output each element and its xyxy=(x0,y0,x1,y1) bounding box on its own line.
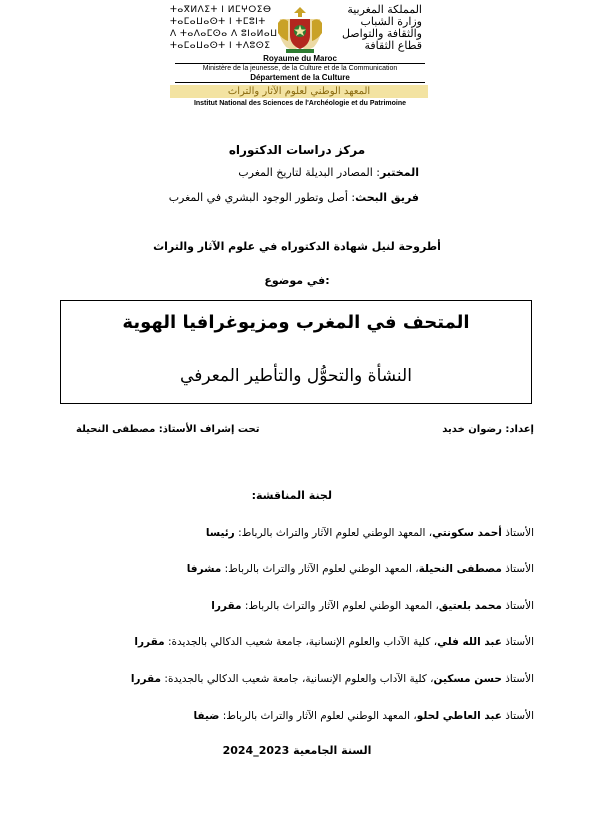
thesis-purpose: أطروحة لنيل شهادة الدكتوراه في علوم الآثار والتراث xyxy=(153,240,441,253)
tifinagh-line: ⴷ ⵜⴰⴷⴰⵎⵙⴰ ⴷ ⵓⵏⴰⵍⴰⵡ xyxy=(170,29,278,39)
academic-year: السنة الجامعية 2023_2024 xyxy=(222,744,372,757)
committee-member: الأستاذ حسن مسكين، كلية الآداب والعلوم الإنسانية، جامعة شعيب الدكالي بالجديدة: مقررا xyxy=(130,673,534,685)
arabic-header-line: المملكة المغربية xyxy=(347,3,422,16)
member-name: عبد العاطي لحلو xyxy=(416,710,502,722)
committee-member: الأستاذ مصطفى النحيلة، المعهد الوطني لعلوم الآثار والتراث بالرباط: مشرفا xyxy=(186,563,534,575)
department-label: Département de la Culture xyxy=(250,73,350,82)
supervisor: تحت إشراف الأستاذ: مصطفى النحيلة xyxy=(76,424,260,435)
team-label: فريق البحث xyxy=(355,191,419,204)
ministry-label: Ministère de la jeunesse, de la Culture et de la Communication xyxy=(202,65,398,72)
member-name: حسن مسكين xyxy=(433,673,502,685)
institute-name-french: Institut National des Sciences de l'Archéologie et du Patrimoine xyxy=(193,100,407,107)
member-name: محمد بلعتيق xyxy=(438,600,502,612)
header-divider xyxy=(175,82,425,83)
tifinagh-line: ⵜⴰⴳⵍⴷⵉⵜ ⵏ ⵍⵎⵖⵔⵉⴱ xyxy=(170,5,272,15)
header-divider xyxy=(175,63,425,64)
arabic-header-line: قطاع الثقافة xyxy=(364,39,422,52)
member-name: مصطفى النحيلة xyxy=(418,563,502,575)
committee-member: الأستاذ أحمد سكونتي، المعهد الوطني لعلوم الآثار والتراث بالرباط: رئيسا xyxy=(205,527,534,539)
team-value: : أصل وتطور الوجود البشري في المغرب xyxy=(168,191,356,204)
member-role: مقررا xyxy=(130,673,162,685)
arabic-header xyxy=(322,4,422,52)
subject-label: في موضوع: xyxy=(264,274,330,287)
lab-line xyxy=(238,166,419,179)
institute-name-arabic: المعهد الوطني لعلوم الآثار والتراث xyxy=(227,86,371,97)
committee-member: الأستاذ عبد الله فلي، كلية الآداب والعلوم الإنسانية، جامعة شعيب الدكالي بالجديدة: مقررا xyxy=(134,636,534,648)
kingdom-label: Royaume du Maroc xyxy=(263,54,337,63)
thesis-title: المتحف في المغرب ومزيوغرافيا الهوية xyxy=(122,312,470,333)
tifinagh-line: ⵜⴰⵎⴰⵡⴰⵙⵜ ⵏ ⵜⴷⵓⵙⵉ xyxy=(170,41,271,51)
thesis-subtitle: النشأة والتحوُّل والتأطير المعرفي xyxy=(180,366,412,386)
doctoral-center-title: مركز دراسات الدكتوراه xyxy=(228,143,366,157)
member-role: مقررا xyxy=(134,636,165,648)
royal-emblem-icon xyxy=(272,5,328,55)
committee-heading: لجنة المناقشة: xyxy=(251,489,332,502)
committee-member: الأستاذ عبد العاطي لحلو، المعهد الوطني لعلوم الآثار والتراث بالرباط: ضيفا xyxy=(193,710,534,722)
committee-member: الأستاذ محمد بلعتيق، المعهد الوطني لعلوم الآثار والتراث بالرباط: مقررا xyxy=(211,600,534,612)
member-role: ضيفا xyxy=(193,710,220,722)
lab-value: : المصادر البديلة لتاريخ المغرب xyxy=(238,166,380,179)
member-name: عبد الله فلي xyxy=(437,636,502,648)
member-role: مشرفا xyxy=(186,563,222,575)
tifinagh-line: ⵜⴰⵎⴰⵡⴰⵙⵜ ⵏ ⵜⵎⵓⵏⵜ xyxy=(170,17,266,27)
tifinagh-header xyxy=(170,4,277,52)
arabic-header-line: والثقافة والتواصل xyxy=(341,27,422,40)
lab-label: المختبر xyxy=(379,166,419,179)
member-name: أحمد سكونتي xyxy=(432,527,502,539)
member-role: مقررا xyxy=(211,600,242,612)
member-role: رئيسا xyxy=(205,527,235,539)
team-line xyxy=(169,191,419,204)
french-header xyxy=(150,54,450,83)
prepared-by: إعداد: رضوان خديد xyxy=(442,424,534,435)
arabic-header-line: وزارة الشباب xyxy=(360,15,422,28)
